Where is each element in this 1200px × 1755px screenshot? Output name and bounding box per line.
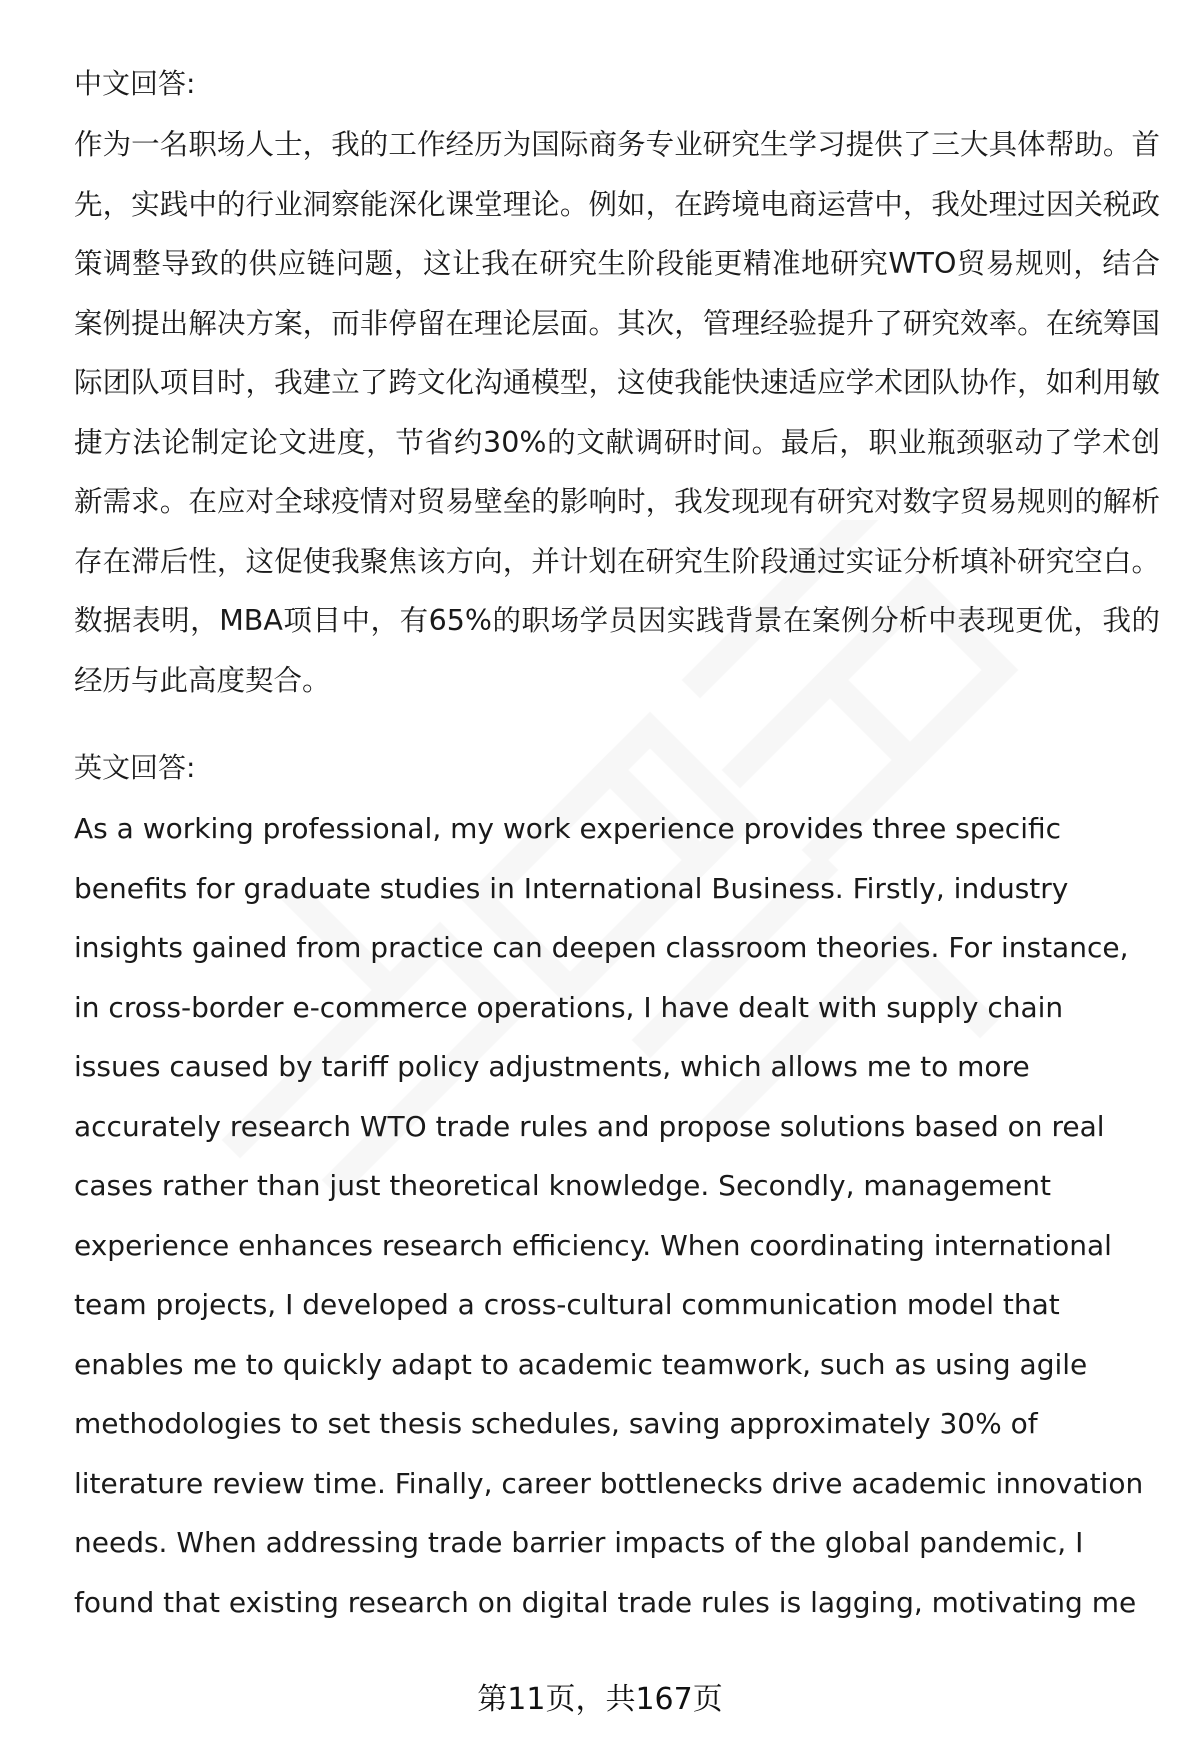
english-answer-line: accurately research WTO trade rules and propose solutions based on real [74, 1109, 1105, 1143]
english-answer-line: team projects, I developed a cross-cultural communication model that [74, 1288, 1060, 1321]
english-answer-line: found that existing research on digital trade rules is lagging, motivating me [74, 1585, 1137, 1619]
english-answer-line: in cross-border e-commerce operations, I have dealt with supply chain [74, 990, 1064, 1024]
english-answer-text [74, 799, 1160, 1632]
english-answer-line: insights gained from practice can deepen classroom theories. For instance, [74, 931, 1129, 964]
english-answer-line: methodologies to set thesis schedules, saving approximately 30% of [74, 1407, 1038, 1440]
english-answer-line: needs. When addressing trade barrier impacts of the global pandemic, I [74, 1526, 1084, 1559]
section-spacer [74, 710, 1164, 750]
english-answer-line: literature review time. Finally, career bottlenecks drive academic innovation [74, 1466, 1144, 1500]
english-answer-line: As a working professional, my work experience provides three specific [74, 812, 1062, 845]
english-answer-line: benefits for graduate studies in International Business. Firstly, industry [74, 871, 1069, 905]
english-answer-line: issues caused by tariff policy adjustments, which allows me to more [74, 1050, 1030, 1083]
content-area [74, 66, 1164, 1632]
english-answer-label: 英文回答: [74, 751, 196, 784]
english-answer-line: cases rather than just theoretical knowledge. Secondly, management [74, 1169, 1051, 1202]
chinese-answer-label: 中文回答: [74, 67, 196, 100]
chinese-answer-text: 作为一名职场人士，我的工作经历为国际商务专业研究生学习提供了三大具体帮助。首先，实践中的行业洞察能深化课堂理论。例如，在跨境电商运营中，我处理过因关税政策调整导致的供应链问题，这让我在研究生阶段能更精准地研究WTO贸易规则，结合案例提出解决方案，而非停留在理论层面。其次，管理经验提升了研究效率。在统筹国际团队项目时，我建立了跨文化沟通模型，这使我能快速适应学术团队协作，如利用敏捷方法论制定论文进度，节省约30%的文献调研时间。最后，职业瓶颈驱动了学术创新需求。在应对全球疫情对贸易壁垒的影响时，我发现现有研究对数字贸易规则的解析存在滞后性，这促使我聚焦该方向，并计划在研究生阶段通过实证分析填补研究空白。数据表明，MBA项目中，有65%的职场学员因实践背景在案例分析中表现更优，我的经历与此高度契合。 [74, 128, 1160, 697]
page-number-footer: 第11页，共167页 [477, 1682, 723, 1717]
english-answer-line: experience enhances research efficiency. When coordinating international [74, 1228, 1112, 1262]
english-answer-line: enables me to quickly adapt to academic teamwork, such as using agile [74, 1347, 1088, 1381]
